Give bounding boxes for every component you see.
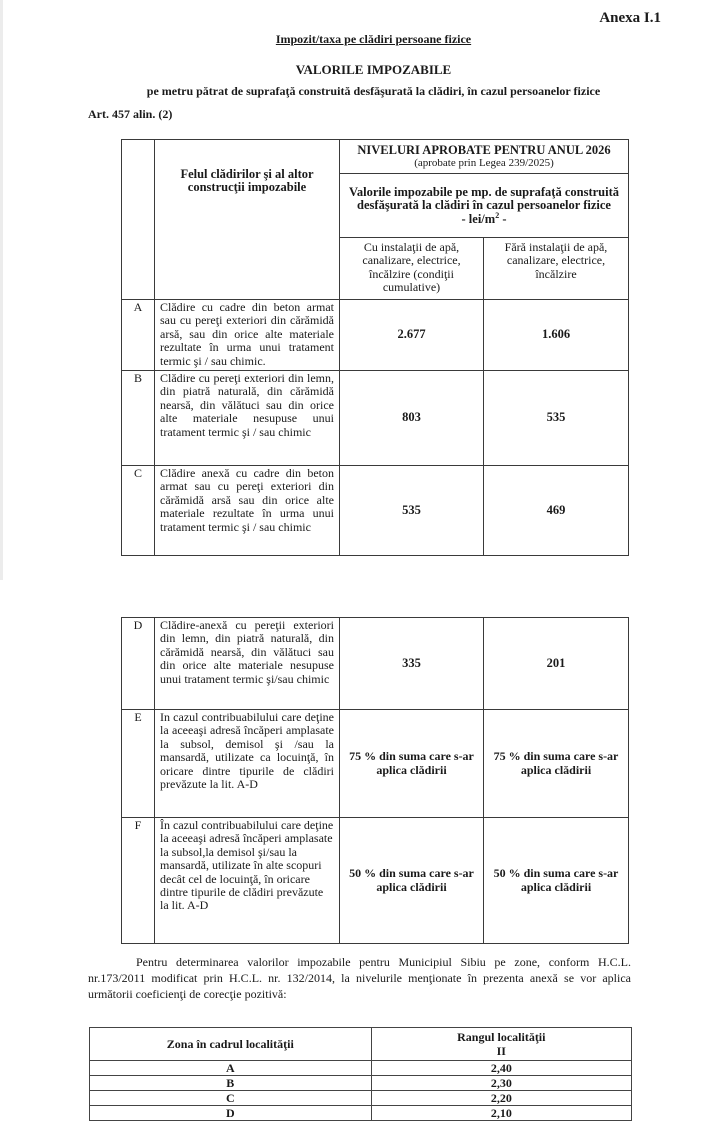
value-without-utilities: 75 % din suma care s-ar aplica clădirii [484,710,629,818]
zone-table-header [90,1028,632,1061]
value-without-utilities: 201 [484,618,629,710]
document-subheading: pe metru pătrat de suprafaţă construită desfăşurată la clădiri, în cazul persoanelor fizice [146,84,601,98]
tax-values-table-part-2 [121,617,629,944]
document-subtitle: Impozit/taxa pe clădiri persoane fizice [275,32,472,46]
table-row [122,300,629,371]
rank-value: II [496,1044,506,1058]
value-with-utilities: 2.677 [340,300,484,371]
value-with-utilities: 50 % din suma care s-ar aplica clădirii [340,818,484,944]
rank-label: Rangul localităţii [457,1030,546,1044]
row-description: Clădire anexă cu cadre din beton armat sau cu pereţi exteriori din cărămidă arsă sau din orice alte materiale rezultate în urma unui tratament termic şi / sau chimic [155,466,340,556]
value-without-utilities: 1.606 [484,300,629,371]
zone-coefficient: 2,30 [371,1076,631,1091]
table-header-row [122,140,629,174]
row-letter: E [122,710,155,818]
header-with-utilities: Cu instalaţii de apă, canalizare, electrice, încălzire (condiţii cumulative) [340,238,484,300]
header-taxable-values [340,174,629,238]
value-with-utilities: 803 [340,371,484,466]
row-description: În cazul contribuabilului care deţine la aceeaşi adresă încăperi amplasate la subsol,la demisol şi/sau la mansardă, utilizate în alte scopuri decât cel de locuinţă, în oricare dintre tipurile de clădiri prevăzute la lit. A-D [155,818,340,944]
row-letter: B [122,371,155,466]
table-row [122,371,629,466]
annex-label: Anexa I.1 [599,10,661,26]
table-row [122,818,629,944]
table-row [122,618,629,710]
value-without-utilities: 469 [484,466,629,556]
approved-levels-title: NIVELURI APROBATE PENTRU ANUL 2026 [357,142,611,157]
zone-letter: D [90,1106,372,1121]
row-letter: A [122,300,155,371]
taxable-values-title: Valorile impozabile pe mp. de suprafaţă construită desfăşurată la clădiri în cazul persoanelor fizice [348,184,620,213]
table-row [122,466,629,556]
row-description: In cazul contribuabilului care deţine la aceeaşi adresă încăperi amplasate la subsol, demisol şi /sau la mansardă, utilizate ca locuinţă, în oricare dintre tipurile de clădiri prevăzute la lit. A-D [155,710,340,818]
table-row [90,1076,632,1091]
table-row [90,1106,632,1121]
tax-values-table-part-1 [121,139,629,556]
value-without-utilities: 50 % din suma care s-ar aplica clădirii [484,818,629,944]
value-without-utilities: 535 [484,371,629,466]
header-without-utilities: Fără instalaţii de apă, canalizare, electrice, încălzire [484,238,629,300]
value-with-utilities: 335 [340,618,484,710]
zone-coefficient: 2,40 [371,1061,631,1076]
zone-letter: B [90,1076,372,1091]
table-row [90,1091,632,1106]
unit-superscript: 2 [495,210,500,220]
unit-suffix: - [499,211,507,226]
value-with-utilities: 535 [340,466,484,556]
document-heading: VALORILE IMPOZABILE [295,62,452,77]
correction-coefficients-paragraph: Pentru determinarea valorilor impozabile pentru Municipiul Sibiu pe zone, conform H.C.L. nr.173/2011 modificat prin H.C.L. nr. 132/2014, la nivelurile menţionate în prezenta anexă se vor aplica următorii coeficienţi de corecţie pozitivă: [88,955,631,1001]
row-letter: C [122,466,155,556]
unit-label [462,212,507,226]
approved-levels-law: (aprobate prin Legea 239/2025) [414,157,554,169]
header-approved-levels [340,140,629,174]
header-rank [371,1028,631,1061]
row-letter: D [122,618,155,710]
zone-letter: C [90,1091,372,1106]
table-row [122,710,629,818]
row-description: Clădire cu cadre din beton armat sau cu pereţi exteriori din cărămidă arsă, sau din orice alte materiale rezultate în urma unui tratament termic şi / sau chimic. [155,300,340,371]
header-building-kind: Felul clădirilor şi al altor construcţii impozabile [155,140,340,300]
header-letter-cell [122,140,155,300]
zone-letter: A [90,1061,372,1076]
zone-coefficient: 2,20 [371,1091,631,1106]
unit-prefix: - lei/m [461,211,496,226]
table-row [90,1061,632,1076]
row-description: Clădire cu pereţi exteriori din lemn, din piatră naturală, din cărămidă nearsă, din vălătuci sau din orice alte materiale nesupuse unui tratament termic şi / sau chimic [155,371,340,466]
row-description: Clădire-anexă cu pereţii exteriori din lemn, din piatră naturală, din cărămidă nearsă, din vălătuci sau din orice alte materiale nesupuse unui tratament termic şi/sau chimic [155,618,340,710]
article-reference: Art. 457 alin. (2) [88,107,173,121]
row-letter: F [122,818,155,944]
zone-coefficient: 2,10 [371,1106,631,1121]
value-with-utilities: 75 % din suma care s-ar aplica clădirii [340,710,484,818]
header-zone: Zona în cadrul localităţii [90,1028,372,1061]
zone-coefficients-table [89,1027,632,1121]
